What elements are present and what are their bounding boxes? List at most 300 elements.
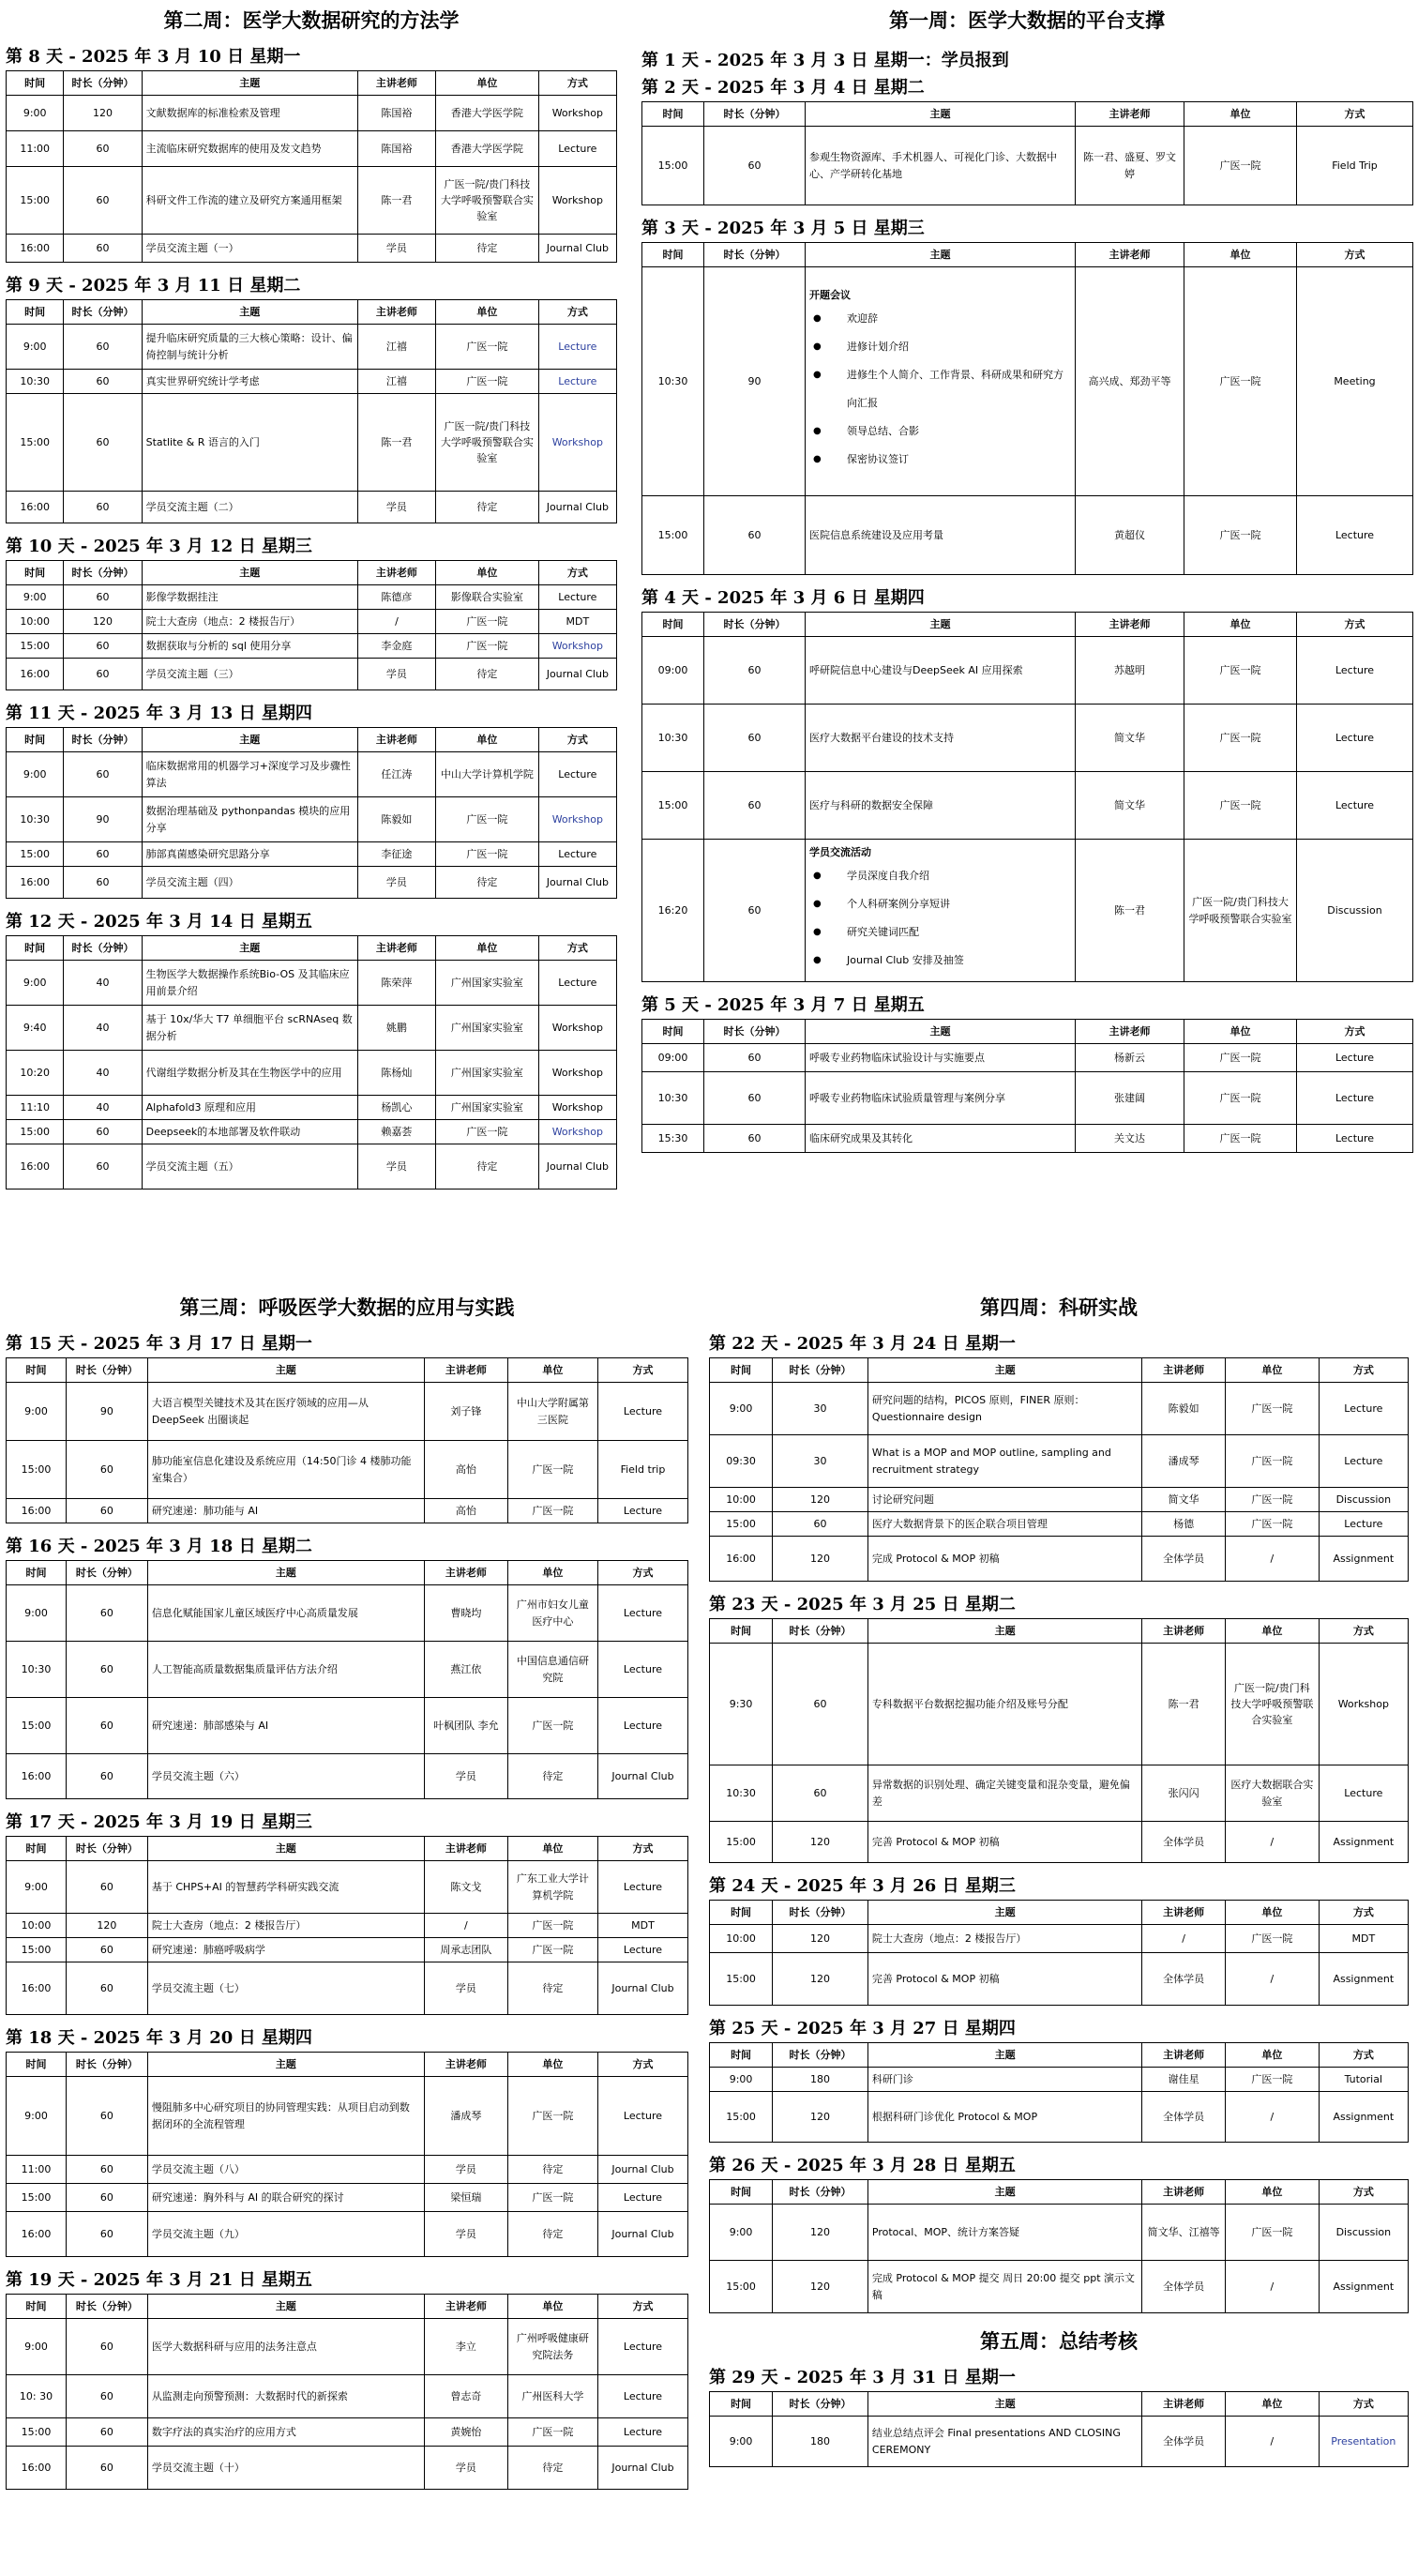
mode-cell: Journal Club [597,1962,687,2015]
column-header: 时间 [642,613,704,637]
topic-text: 学员交流主题（九） [151,2227,245,2240]
topic-text: 学员交流主题（二） [145,500,239,513]
table-header-row [7,561,617,585]
table-row [710,1925,1409,1953]
mode-cell: Lecture [597,2184,687,2212]
topic-cell [147,2319,424,2375]
day-heading: 第 18 天 - 2025 年 3 月 20 日 星期四 [6,2028,312,2048]
time-cell: 15:00 [642,772,704,840]
mode-cell: Lecture [538,842,616,867]
table-row [7,492,617,523]
table-row [642,772,1413,840]
teacher-cell: 陈杨灿 [357,1051,435,1096]
bullet-item: ● Journal Club 安排及抽签 [809,947,1071,975]
unit-cell: / [1226,1953,1320,2006]
column-header: 单位 [1184,1020,1297,1044]
duration-cell: 60 [67,2184,148,2212]
table-row [7,1962,688,2015]
teacher-cell: 简文华、江禧等 [1142,2205,1226,2261]
mode-cell: Field trip [597,1441,687,1499]
mode-cell: Lecture [597,2418,687,2447]
topic-cell [147,1585,424,1642]
topic-heading: 学员交流活动 [809,845,871,858]
time-cell: 16:00 [7,492,64,523]
topic-cell [147,1499,424,1523]
time-cell: 15:00 [7,394,64,492]
topic-cell [142,1006,357,1051]
duration-cell: 60 [704,127,806,205]
topic-text: 数据获取与分析的 sql 使用分享 [145,639,292,652]
teacher-cell: 杨新云 [1076,1044,1184,1072]
day-heading: 第 4 天 - 2025 年 3 月 6 日 星期四 [641,588,925,608]
table-row [7,394,617,492]
column-header: 方式 [597,1837,687,1861]
column-header: 方式 [538,561,616,585]
teacher-cell: 全体学员 [1142,1537,1226,1582]
duration-cell: 60 [704,1072,806,1125]
time-cell: 10:00 [710,1925,773,1953]
unit-cell: 广医一院 [1226,1383,1320,1435]
column-header: 主讲老师 [1142,2043,1226,2068]
column-header: 单位 [436,728,539,752]
day-schedule-table [709,2179,1409,2313]
table-row [7,1938,688,1962]
mode-cell: MDT [597,1914,687,1938]
unit-cell: 广医一院 [507,2077,597,2156]
topic-text: 学员交流主题（五） [145,1159,239,1173]
unit-cell: 待定 [507,1754,597,1799]
column-header: 主讲老师 [1142,1901,1226,1925]
duration-cell: 60 [67,1938,148,1962]
topic-text: 数据治理基础及 pythonpandas 模块的应用分享 [145,805,351,834]
table-row [7,131,617,167]
mode-cell: Lecture [597,1383,687,1441]
topic-text: 结业总结点评会 Final presentations AND CLOSING CEREMONY [871,2427,1121,2456]
day-schedule-table [6,70,617,263]
topic-text: 医院信息系统建设及应用考量 [809,528,943,541]
teacher-cell: / [1142,1925,1226,1953]
teacher-cell: 赖嘉荟 [357,1120,435,1144]
day-schedule-table [6,1357,688,1523]
topic-cell [142,492,357,523]
mode-cell: Workshop [538,634,616,659]
column-header: 主讲老师 [1076,613,1184,637]
topic-cell [147,1914,424,1938]
unit-cell: 待定 [436,492,539,523]
duration-cell: 180 [773,2068,868,2092]
table-row [710,1765,1409,1822]
table-header-row [642,102,1413,127]
column-header: 时长（分钟） [64,71,142,96]
table-row [7,1698,688,1754]
table-header-row [7,300,617,325]
topic-cell [806,127,1076,205]
mode-cell: Assignment [1319,1822,1408,1863]
teacher-cell: 陈毅如 [1142,1383,1226,1435]
mode-cell: Lecture [538,752,616,797]
topic-text: 研究问题的结构，PICOS 原则，FINER 原则：Questionnaire design [871,1394,1085,1423]
table-row [7,1144,617,1190]
mode-cell: Lecture [538,325,616,370]
unit-cell: 广医一院 [1184,267,1297,496]
duration-cell: 60 [704,1125,806,1153]
unit-cell: / [1226,2417,1320,2467]
duration-cell: 60 [67,2319,148,2375]
time-cell: 9:00 [7,1861,67,1914]
table-row [7,1120,617,1144]
topic-cell [142,370,357,394]
week-title: 第五周：总结考核 [980,2329,1138,2353]
mode-cell: Discussion [1319,2205,1408,2261]
teacher-cell: 高怡 [424,1441,507,1499]
topic-text: 学员交流主题（六） [151,1769,245,1782]
table-header-row [7,1837,688,1861]
day-schedule-table [709,1900,1409,2006]
mode-cell: Lecture [597,1938,687,1962]
topic-text: 学员交流主题（八） [151,2162,245,2175]
column-header: 单位 [436,71,539,96]
column-header: 时间 [7,936,64,961]
mode-cell: Journal Club [597,2156,687,2184]
column-header: 方式 [538,300,616,325]
week4-column [709,1293,1409,2467]
topic-text: What is a MOP and MOP outline, sampling and recruitment strategy [871,1447,1111,1476]
topic-text: 完善 Protocol & MOP 初稿 [871,1835,1000,1848]
topic-text: 完成 Protocol & MOP 提交 周日 20:00 提交 ppt 演示文稿 [871,2272,1136,2301]
unit-cell: 广医一院 [1226,2205,1320,2261]
topic-cell [142,235,357,263]
week1-column [641,6,1412,1153]
topic-cell [867,1953,1141,2006]
column-header: 主讲老师 [1142,2180,1226,2205]
mode-cell: Lecture [538,585,616,610]
mode-cell: MDT [1319,1925,1408,1953]
unit-cell: 广州市妇女儿童医疗中心 [507,1585,597,1642]
duration-cell: 120 [773,2261,868,2313]
time-cell: 10:30 [642,267,704,496]
column-header: 时长（分钟） [773,2043,868,2068]
time-cell: 9:00 [7,585,64,610]
day-schedule-table [6,1560,688,1799]
mode-cell: Workshop [538,1006,616,1051]
topic-cell [147,1861,424,1914]
column-header: 主讲老师 [1142,1358,1226,1383]
unit-cell: / [1226,2092,1320,2143]
teacher-cell: 刘子锋 [424,1383,507,1441]
column-header: 时长（分钟） [704,1020,806,1044]
duration-cell: 60 [64,634,142,659]
teacher-cell: 陈毅如 [357,797,435,842]
table-header-row [7,1358,688,1383]
unit-cell: 广州国家实验室 [436,961,539,1006]
column-header: 单位 [507,1561,597,1585]
time-cell: 09:00 [642,637,704,705]
topic-text: 提升临床研究质量的三大核心策略：设计、偏倚控制与统计分析 [145,332,353,361]
topic-text: 学员交流主题（四） [145,875,239,888]
duration-cell: 60 [67,1499,148,1523]
mode-cell: Lecture [1319,1765,1408,1822]
duration-cell: 120 [773,1488,868,1512]
topic-cell [867,1822,1141,1863]
table-row [642,840,1413,982]
time-cell: 9:00 [7,2077,67,2156]
time-cell: 9:00 [710,2417,773,2467]
table-row [7,1642,688,1698]
table-row [7,370,617,394]
day-heading: 第 29 天 - 2025 年 3 月 31 日 星期一 [709,2368,1016,2387]
time-cell: 9:00 [7,1383,67,1441]
table-row [642,637,1413,705]
topic-text: 参观生物资源库、手术机器人、可视化门诊、大数据中心、产学研转化基地 [809,151,1057,180]
topic-heading: 开题会议 [809,288,851,301]
table-header-row [642,243,1413,267]
column-header: 时间 [642,102,704,127]
column-header: 主题 [806,1020,1076,1044]
day-heading: 第 10 天 - 2025 年 3 月 12 日 星期三 [6,537,312,556]
duration-cell: 60 [704,637,806,705]
column-header: 时间 [7,300,64,325]
day-schedule-table [709,1357,1409,1582]
topic-cell [806,496,1076,575]
topic-text: 从监测走向预警预测：大数据时代的新探索 [151,2389,348,2402]
column-header: 方式 [1297,102,1413,127]
day-schedule-table [709,2042,1409,2143]
time-cell: 16:00 [7,1754,67,1799]
teacher-cell: 李金庭 [357,634,435,659]
duration-cell: 60 [67,1585,148,1642]
mode-cell: Lecture [597,1642,687,1698]
topic-cell [867,1925,1141,1953]
mode-cell: Lecture [538,370,616,394]
table-row [7,2212,688,2257]
topic-cell [142,1051,357,1096]
table-header-row [710,2392,1409,2417]
topic-cell [142,1120,357,1144]
time-cell: 10:30 [642,1072,704,1125]
column-header: 时间 [710,2392,773,2417]
teacher-cell: 学员 [357,235,435,263]
column-header: 方式 [1319,1358,1408,1383]
teacher-cell: / [357,610,435,634]
mode-cell: Workshop [1319,1644,1408,1765]
table-row [7,1441,688,1499]
topic-cell [147,1698,424,1754]
mode-cell: Assignment [1319,2261,1408,2313]
day-heading: 第 25 天 - 2025 年 3 月 27 日 星期四 [709,2019,1016,2038]
time-cell: 16:00 [7,2447,67,2490]
teacher-cell: 张建阔 [1076,1072,1184,1125]
topic-cell [147,2447,424,2490]
topic-bullets [809,305,1071,474]
mode-cell: Workshop [538,797,616,842]
column-header: 方式 [1319,1619,1408,1644]
column-header: 时长（分钟） [64,728,142,752]
table-row [642,1072,1413,1125]
column-header: 主题 [147,1837,424,1861]
teacher-cell: 叶枫团队 李允 [424,1698,507,1754]
time-cell: 15:00 [7,167,64,235]
topic-cell [867,2417,1141,2467]
duration-cell: 60 [704,1044,806,1072]
table-row [7,867,617,899]
topic-cell [142,394,357,492]
column-header: 方式 [1319,2180,1408,2205]
teacher-cell: 李立 [424,2319,507,2375]
topic-cell [806,705,1076,772]
topic-cell [142,96,357,131]
topic-cell [142,1096,357,1120]
column-header: 单位 [1226,2180,1320,2205]
time-cell: 15:00 [642,496,704,575]
topic-text: 异常数据的识别处理、确定关键变量和混杂变量，避免偏差 [871,1779,1130,1808]
topic-cell [806,267,1076,496]
teacher-cell: / [424,1914,507,1938]
time-cell: 9:30 [710,1644,773,1765]
unit-cell: 广医一院 [1184,1125,1297,1153]
time-cell: 16:00 [7,867,64,899]
mode-cell: Lecture [597,1698,687,1754]
table-row [7,1383,688,1441]
duration-cell: 60 [67,1754,148,1799]
unit-cell: 广医一院 [507,2418,597,2447]
topic-text: 真实世界研究统计学考虑 [145,374,260,387]
topic-text: 影像学数据挂注 [145,590,219,603]
day-heading: 第 12 天 - 2025 年 3 月 14 日 星期五 [6,912,312,932]
teacher-cell: 陈荣萍 [357,961,435,1006]
mode-cell: Lecture [1297,1044,1413,1072]
day-schedule-table [6,2052,688,2257]
unit-cell: 影像联合实验室 [436,585,539,610]
table-row [710,1435,1409,1488]
time-cell: 16:00 [7,1499,67,1523]
topic-text: 代谢组学数据分析及其在生物医学中的应用 [145,1066,342,1079]
duration-cell: 60 [67,2212,148,2257]
unit-cell: 广医一院 [1184,127,1297,205]
topic-text: Deepseek的本地部署及软件联动 [145,1125,301,1138]
time-cell: 9:40 [7,1006,64,1051]
teacher-cell: 陈一君 [1076,840,1184,982]
column-header: 主讲老师 [357,728,435,752]
unit-cell: 待定 [436,235,539,263]
time-cell: 15:00 [710,2261,773,2313]
day-heading: 第 24 天 - 2025 年 3 月 26 日 星期三 [709,1876,1016,1896]
duration-cell: 60 [64,167,142,235]
unit-cell: 待定 [436,1144,539,1190]
topic-cell [806,772,1076,840]
teacher-cell: 任江涛 [357,752,435,797]
column-header: 主讲老师 [357,561,435,585]
column-header: 方式 [1319,2043,1408,2068]
time-cell: 10:20 [7,1051,64,1096]
table-row [7,585,617,610]
time-cell: 11:00 [7,131,64,167]
mode-cell: Lecture [538,131,616,167]
column-header: 主题 [142,71,357,96]
column-header: 时长（分钟） [64,561,142,585]
topic-cell [142,585,357,610]
unit-cell: 广医一院/贵门科技大学呼吸预警联合实验室 [436,394,539,492]
teacher-cell: 周承志团队 [424,1938,507,1962]
column-header: 单位 [1184,613,1297,637]
teacher-cell: 曾志奇 [424,2375,507,2418]
duration-cell: 90 [64,797,142,842]
table-row [7,961,617,1006]
teacher-cell: 陈德彦 [357,585,435,610]
bullet-item: ● 进修生个人简介、工作背景、科研成果和研究方向汇报 [809,361,1071,417]
table-row [710,2417,1409,2467]
unit-cell: 待定 [507,1962,597,2015]
column-header: 时间 [7,2053,67,2077]
table-row [642,1044,1413,1072]
day-schedule-table [6,299,617,523]
day-schedule-table [6,2294,688,2490]
table-row [7,1006,617,1051]
topic-text: 完成 Protocol & MOP 初稿 [871,1552,1000,1565]
week-title: 第一周：医学大数据的平台支撑 [889,8,1165,32]
column-header: 方式 [1319,2392,1408,2417]
duration-cell: 40 [64,1051,142,1096]
table-row [7,2418,688,2447]
mode-cell: Lecture [1319,1512,1408,1537]
teacher-cell: 学员 [424,1754,507,1799]
mode-cell: Lecture [597,1585,687,1642]
topic-text: 院士大查房（地点：2 楼报告厅） [145,614,301,628]
duration-cell: 30 [773,1383,868,1435]
unit-cell: 待定 [436,867,539,899]
time-cell: 16:00 [7,1962,67,2015]
column-header: 方式 [597,2295,687,2319]
column-header: 单位 [1226,1901,1320,1925]
table-row [710,2092,1409,2143]
column-header: 时长（分钟） [67,1561,148,1585]
topic-cell [147,1938,424,1962]
mode-cell: Workshop [538,394,616,492]
column-header: 主题 [147,1561,424,1585]
time-cell: 10:00 [710,1488,773,1512]
column-header: 时长（分钟） [773,2392,868,2417]
time-cell: 15:00 [710,2092,773,2143]
topic-text: 研究速递：肺功能与 AI [151,1504,259,1517]
unit-cell: 广医一院 [436,325,539,370]
unit-cell: 广医一院 [1184,705,1297,772]
column-header: 方式 [538,71,616,96]
table-row [710,1512,1409,1537]
teacher-cell: 学员 [357,659,435,690]
topic-cell [867,1537,1141,1582]
duration-cell: 120 [773,1925,868,1953]
column-header: 主题 [147,2053,424,2077]
column-header: 主题 [867,1358,1141,1383]
unit-cell: 广医一院 [1184,1044,1297,1072]
time-cell: 10:00 [7,610,64,634]
unit-cell: / [1226,1822,1320,1863]
column-header: 单位 [1184,243,1297,267]
unit-cell: 广州国家实验室 [436,1006,539,1051]
column-header: 时长（分钟） [704,102,806,127]
duration-cell: 30 [773,1435,868,1488]
time-cell: 9:00 [7,96,64,131]
column-header: 主题 [142,936,357,961]
duration-cell: 60 [67,1441,148,1499]
duration-cell: 60 [704,705,806,772]
topic-text: 完善 Protocol & MOP 初稿 [871,1972,1000,1985]
topic-cell [142,167,357,235]
teacher-cell: 苏越明 [1076,637,1184,705]
mode-cell: MDT [538,610,616,634]
duration-cell: 60 [67,2077,148,2156]
column-header: 方式 [1297,1020,1413,1044]
time-cell: 15:30 [642,1125,704,1153]
